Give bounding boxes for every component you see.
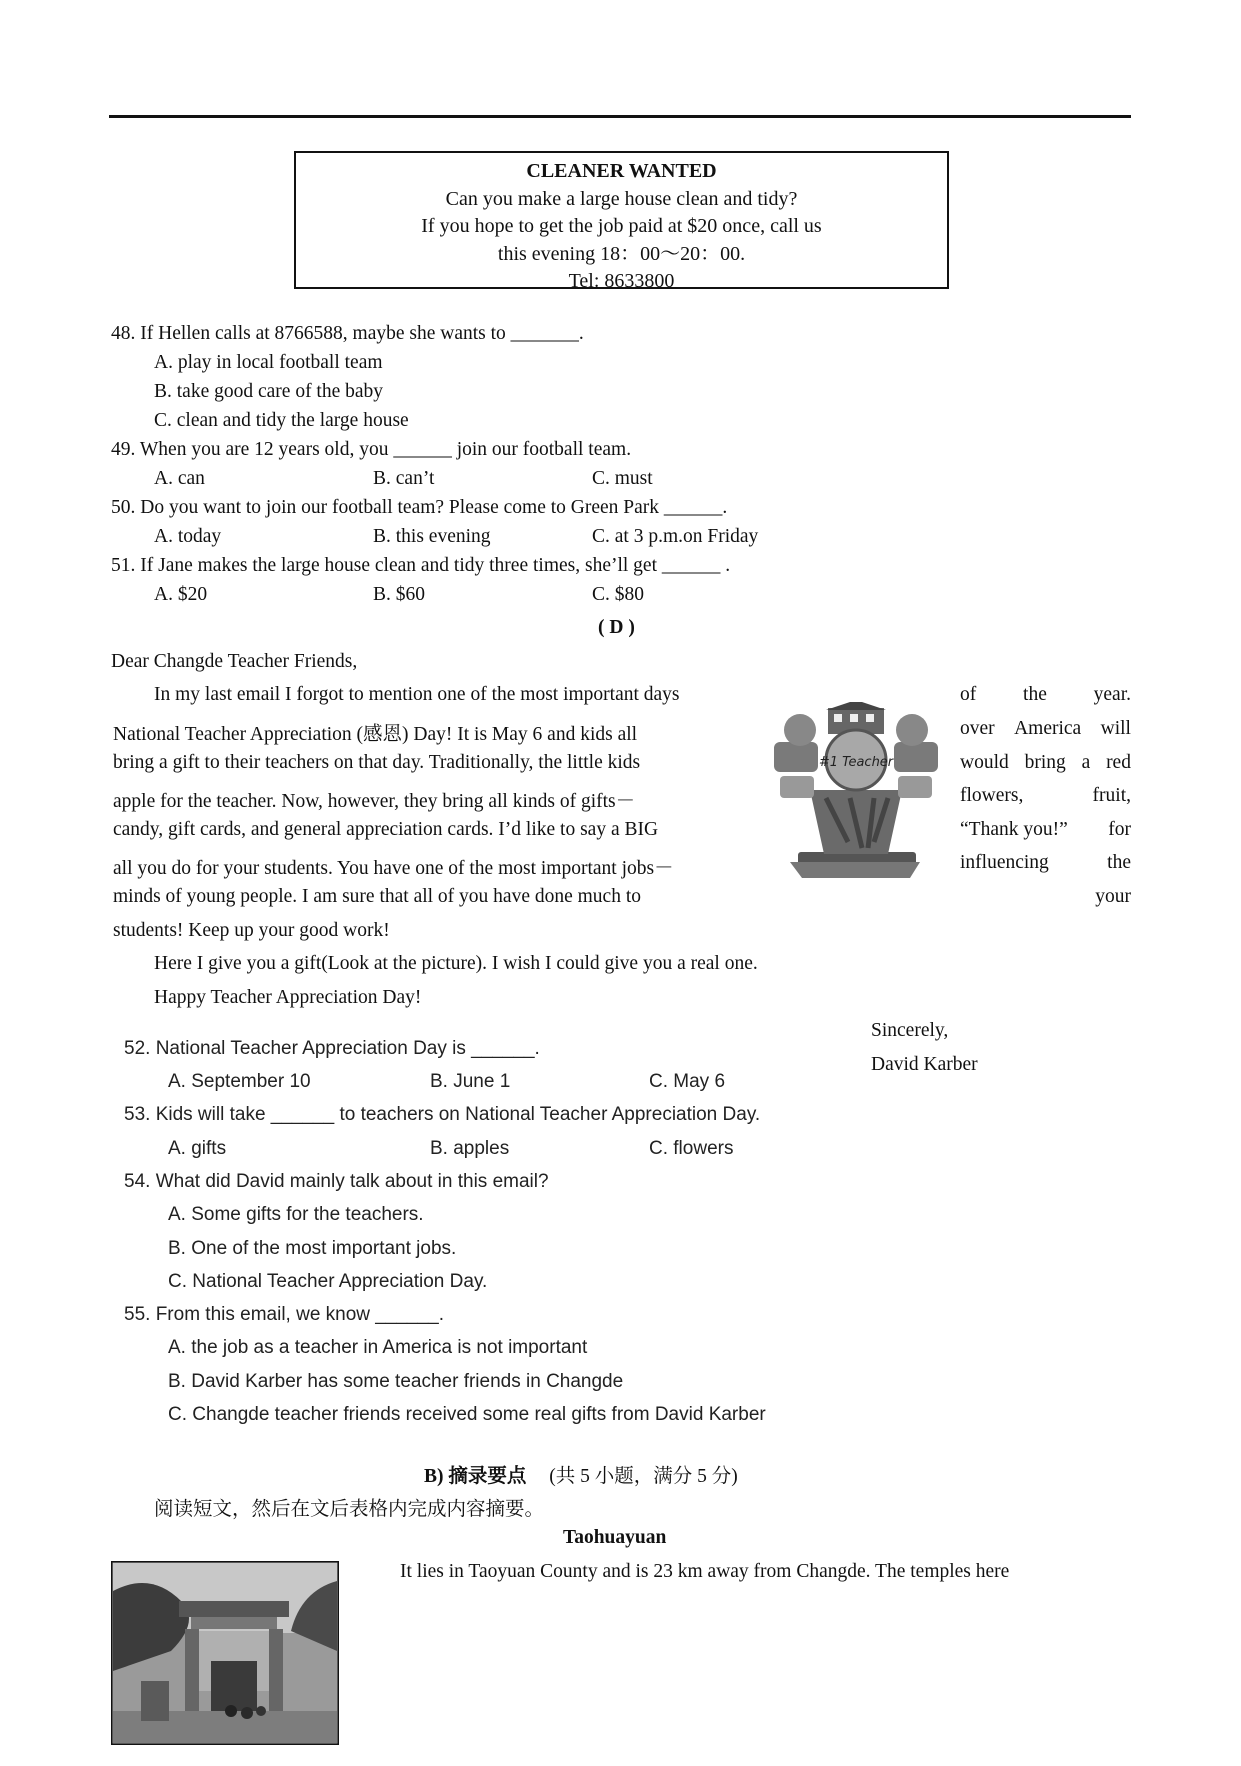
question-48: 48. If Hellen calls at 8766588, maybe she wants to _______. <box>111 323 584 344</box>
word: would <box>960 752 1009 773</box>
option-52a: A. September 10 <box>168 1071 311 1092</box>
option-48c: C. clean and tidy the large house <box>154 410 409 431</box>
option-48a: A. play in local football team <box>154 352 383 373</box>
closing: Sincerely, <box>871 1020 949 1041</box>
option-55a: A. the job as a teacher in America is not important <box>168 1337 588 1358</box>
question-49: 49. When you are 12 years old, you ______ join our football team. <box>111 439 632 460</box>
top-rule <box>109 115 1131 118</box>
option-50b: B. this evening <box>373 526 491 547</box>
option-53b: B. apples <box>430 1138 510 1159</box>
letter-right-line <box>960 785 1131 807</box>
word: year. <box>1093 684 1131 705</box>
letter-line: bring a gift to their teachers on that day. Traditionally, the little kids <box>113 752 641 773</box>
ad-line: If you hope to get the job paid at $20 once, call us <box>421 215 822 237</box>
option-54b: B. One of the most important jobs. <box>168 1238 457 1259</box>
option-54c: C. National Teacher Appreciation Day. <box>168 1271 488 1292</box>
taohuayuan-photo <box>111 1561 339 1745</box>
option-50a: A. today <box>154 526 222 547</box>
question-52: 52. National Teacher Appreciation Day is ______. <box>124 1038 540 1059</box>
letter-line: National Teacher Appreciation (感恩) Day! It is May 6 and kids all <box>113 724 638 745</box>
section-b-instruction: 阅读短文，然后在文后表格内完成内容摘要。 <box>154 1499 545 1520</box>
option-51b: B. $60 <box>373 584 426 605</box>
letter-greeting: Dear Changde Teacher Friends, <box>111 651 358 672</box>
letter-right-line <box>960 886 1131 908</box>
option-53a: A. gifts <box>168 1138 227 1159</box>
option-51a: A. $20 <box>154 584 208 605</box>
happy-line: Happy Teacher Appreciation Day! <box>154 987 422 1008</box>
ad-line: Can you make a large house clean and tidy? <box>445 187 798 210</box>
word: red <box>1106 752 1131 773</box>
word: influencing <box>960 852 1049 873</box>
word: flowers, <box>960 785 1024 806</box>
teacher-gift-picture <box>770 702 942 880</box>
question-53: 53. Kids will take ______ to teachers on National Teacher Appreciation Day. <box>124 1104 761 1125</box>
option-52b: B. June 1 <box>430 1071 511 1092</box>
word: a <box>1081 752 1091 773</box>
question-50: 50. Do you want to join our football team? Please come to Green Park ______. <box>111 497 728 518</box>
cleaner-wanted-ad <box>294 151 949 292</box>
letter-line: students! Keep up your good work! <box>113 920 390 941</box>
passage-first-line: It lies in Taoyuan County and is 23 km away from Changde. The temples here <box>400 1561 1010 1582</box>
option-51c: C. $80 <box>592 584 645 605</box>
word: bring <box>1024 752 1066 773</box>
question-51: 51. If Jane makes the large house clean and tidy three times, she’ll get ______ . <box>111 555 731 576</box>
option-49a: A. can <box>154 468 205 489</box>
word: the <box>1023 684 1047 705</box>
letter-line: minds of young people. I am sure that all of you have done much to <box>113 886 642 907</box>
question-55: 55. From this email, we know ______. <box>124 1304 444 1325</box>
option-55c: C. Changde teacher friends received some real gifts from David Karber <box>168 1404 766 1425</box>
picture-caption: #1 Teacher <box>818 755 894 770</box>
letter-line: apple for the teacher. Now, however, they bring all kinds of gifts－ <box>113 791 636 812</box>
letter-right-line <box>960 752 1131 774</box>
word: “Thank you!” <box>960 819 1068 840</box>
word: the <box>1107 852 1131 873</box>
signature: David Karber <box>871 1054 978 1075</box>
letter-right-line <box>960 718 1131 740</box>
word: for <box>1108 819 1131 840</box>
passage-title: Taohuayuan <box>563 1527 667 1548</box>
letter-right-line <box>960 684 1131 706</box>
option-49b: B. can’t <box>373 468 435 489</box>
ad-title: CLEANER WANTED <box>526 160 717 182</box>
letter-line: all you do for your students. You have one of the most important jobs－ <box>113 858 674 879</box>
letter-right-line <box>960 852 1131 874</box>
section-b-heading <box>424 1460 738 1488</box>
question-54: 54. What did David mainly talk about in this email? <box>124 1171 549 1192</box>
word: over <box>960 718 995 739</box>
section-d-label: ( D ) <box>598 617 635 638</box>
word: will <box>1100 718 1131 739</box>
word: fruit, <box>1092 785 1131 806</box>
option-49c: C. must <box>592 468 653 489</box>
letter-line: In my last email I forgot to mention one of the most important days <box>154 684 680 705</box>
ad-phone: Tel: 8633800 <box>568 270 675 292</box>
letter-line: candy, gift cards, and general appreciation cards. I’d like to say a BIG <box>113 819 659 840</box>
section-b-note: (共 5 小题，满分 5 分) <box>549 1466 738 1487</box>
option-54a: A. Some gifts for the teachers. <box>168 1204 424 1225</box>
option-48b: B. take good care of the baby <box>154 381 384 402</box>
letter-right-line <box>960 819 1131 841</box>
word: of <box>960 684 977 705</box>
ad-line: this evening 18：00～20：00. <box>497 242 746 265</box>
option-50c: C. at 3 p.m.on Friday <box>592 526 759 547</box>
section-b-title: B) 摘录要点 <box>424 1466 527 1487</box>
option-52c: C. May 6 <box>649 1071 726 1092</box>
gift-line: Here I give you a gift(Look at the picture). I wish I could give you a real one. <box>154 953 758 974</box>
word: your <box>1095 886 1131 907</box>
option-55b: B. David Karber has some teacher friends in Changde <box>168 1371 624 1392</box>
option-53c: C. flowers <box>649 1138 734 1159</box>
word: America <box>1014 718 1082 739</box>
